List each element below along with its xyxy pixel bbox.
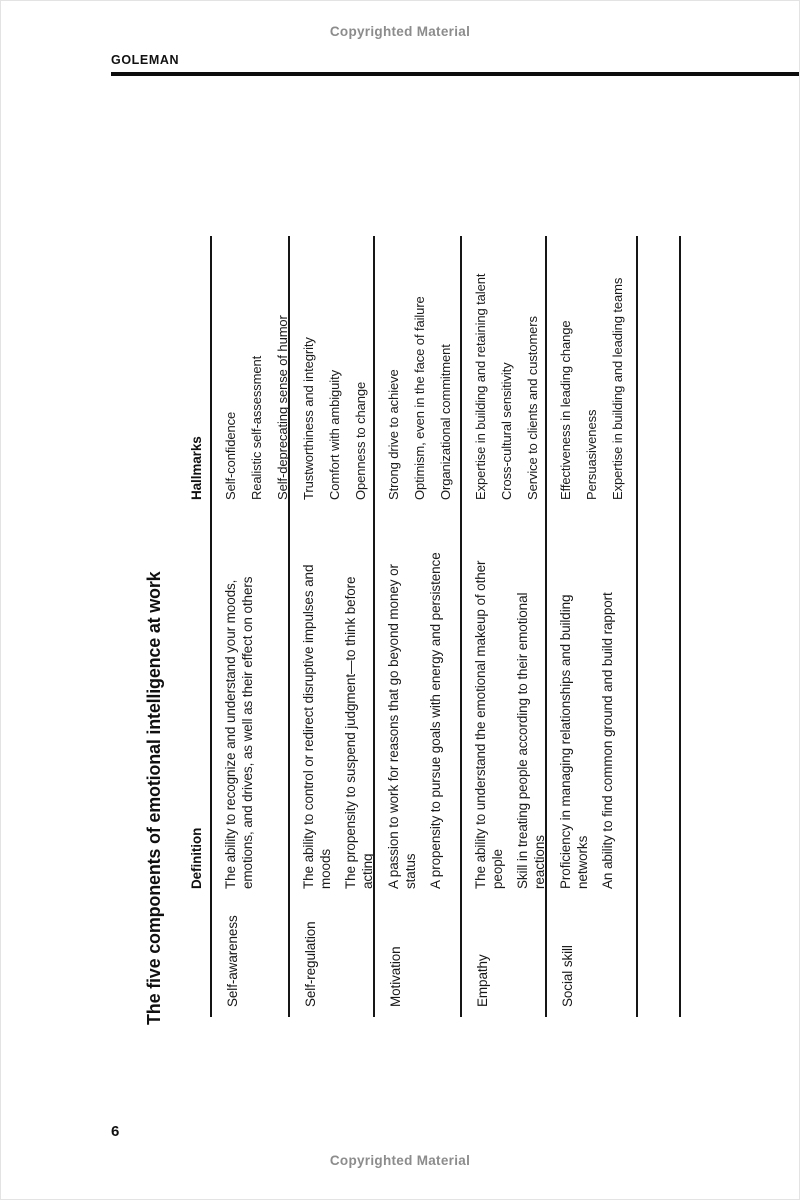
definition-paragraph: The ability to control or redirect disruptive impulses and moods [301,564,333,889]
hallmarks-cell [462,236,545,506]
exhibit-title: The five components of emotional intelligence at work [144,571,164,1025]
row-header: Self-regulation [303,921,318,1007]
row-header: Motivation [388,946,403,1007]
hallmark-item: Realistic self-assessment [249,355,264,500]
hallmark-item: Organizational commitment [438,344,453,500]
hallmark-item: Comfort with ambiguity [327,369,342,500]
definition-paragraph: The propensity to suspend judgment—to think before acting [343,576,375,889]
hallmark-item: Self-deprecating sense of humor [275,315,290,500]
row-header: Self-awareness [225,915,240,1007]
hallmark-item: Effectiveness in leading change [558,320,573,500]
hallmarks-cell [547,236,636,506]
column-header-definition: Definition [189,827,204,889]
table-row [212,236,290,1017]
definition-cell [212,506,288,896]
hallmarks-cell [375,236,460,506]
definition-cell [462,506,545,896]
copyright-notice-top: Copyrighted Material [329,24,471,39]
hallmark-item: Openness to change [353,381,368,500]
page-number: 6 [111,1123,120,1140]
definition-cell [290,506,373,896]
header-rule [111,72,800,76]
components-table [179,236,681,1017]
definition-paragraph: The ability to understand the emotional makeup of other people [473,560,505,889]
hallmarks-cell [290,236,373,506]
rotated-exhibit [143,223,691,1027]
hallmark-item: Trustworthiness and integrity [301,337,316,500]
table-row [547,236,638,1017]
hallmark-item: Service to clients and customers [525,316,540,500]
table-row [462,236,547,1017]
hallmarks-cell [212,236,288,506]
hallmark-item: Expertise in building and leading teams [610,277,625,500]
hallmark-item: Optimism, even in the face of failure [412,296,427,500]
running-head-author: GOLEMAN [111,53,180,67]
definition-paragraph: A passion to work for reasons that go beyond money or status [386,564,418,889]
table-row [375,236,462,1017]
definition-cell [375,506,460,896]
row-header: Empathy [475,954,490,1007]
column-header-hallmarks: Hallmarks [189,436,204,500]
exhibit-bottom-rule [679,236,681,1017]
definition-cell [547,506,636,896]
copyright-notice-bottom: Copyrighted Material [329,1153,471,1168]
hallmark-item: Expertise in building and retaining talent [473,273,488,500]
hallmark-item: Cross-cultural sensitivity [499,362,514,500]
exhibit-readable-layout [143,223,691,1027]
definition-paragraph: A propensity to pursue goals with energy and persistence [428,552,443,889]
table-row [290,236,375,1017]
definition-paragraph: Skill in treating people according to their emotional reactions [515,592,547,889]
hallmark-item: Persuasiveness [584,409,599,500]
hallmark-item: Self-confidence [223,411,238,500]
table-header-row [179,236,212,1017]
hallmark-item: Strong drive to achieve [386,369,401,500]
definition-paragraph: The ability to recognize and understand your moods, emotions, and drives, as well as their effect on others [223,576,255,889]
definition-paragraph: An ability to find common ground and build rapport [600,592,615,889]
definition-paragraph: Proficiency in managing relationships and building networks [558,594,590,889]
row-header: Social skill [560,945,575,1007]
